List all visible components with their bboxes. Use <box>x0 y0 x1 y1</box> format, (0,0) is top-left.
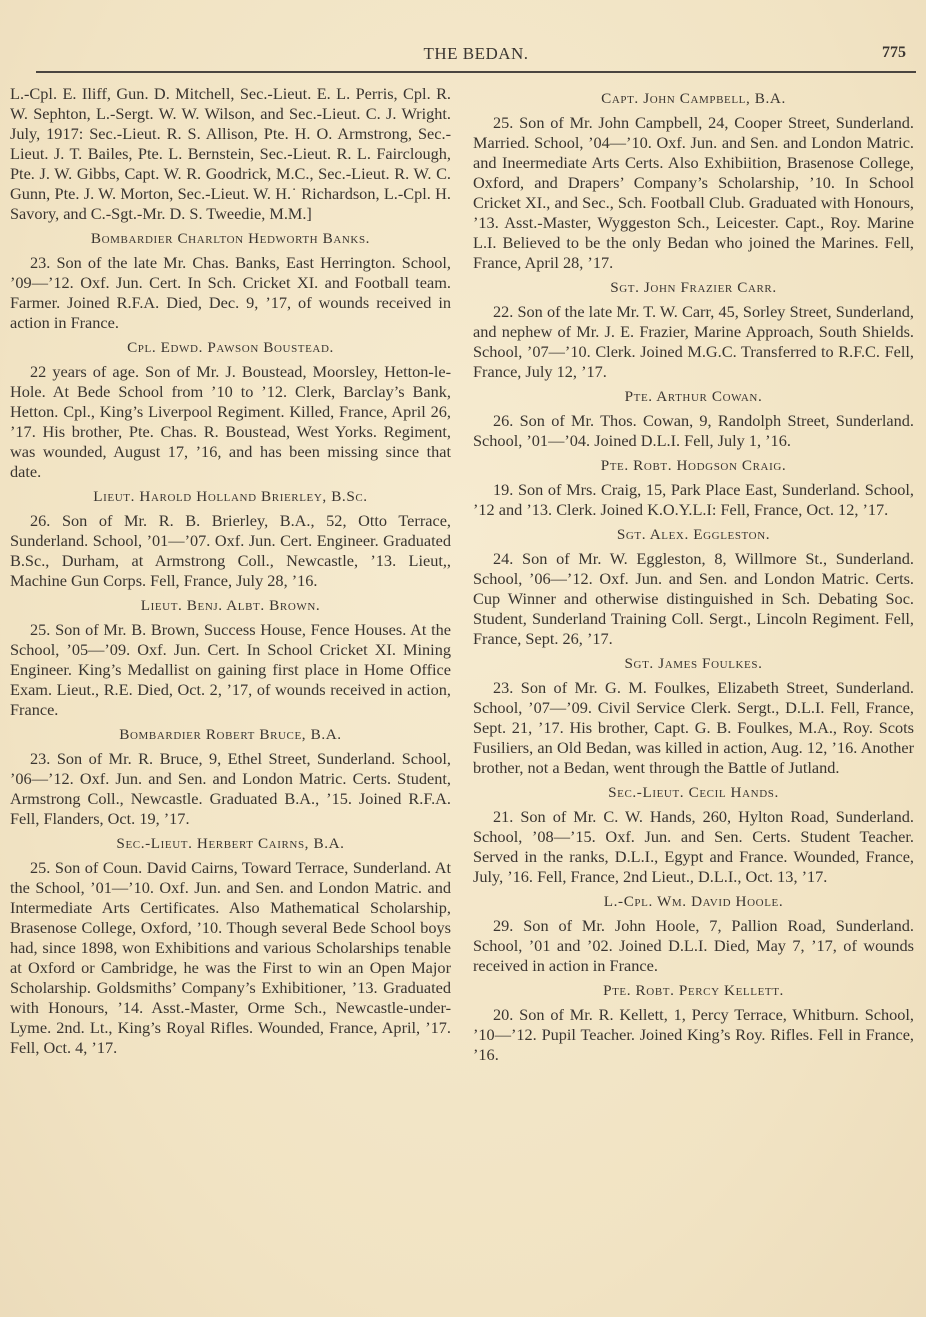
page-number: 775 <box>882 44 906 61</box>
entry-text: 23. Son of Mr. G. M. Foulkes, Elizabeth Street, Sunderland. School, ’07—’09. Civil Service Clerk. Sergt., D.L.I. Fell, France, Sept. 21, ’17. His brother, Capt. G. B. Foulkes, M.A., Roy. Scots Fusiliers, an Old Bedan, was killed in action, Aug. 12, ’16. Another brother, not a Bedan, went through the Battle of Jutland. <box>473 678 914 777</box>
entry-text: 25. Son of Coun. David Cairns, Toward Terrace, Sunderland. At the School, ’01—’10. Oxf. Jun. and Sen. and London Matric. and Intermediate Arts Certificates. Also Mathematical Scholarship, Brasenose College, Oxford, ’10. Though several Bede School boys had, since 1898, won Exhibitions and various Scholarships tenable at Oxford or Cambridge, he was the First to win an Open Major Scholarship. Goldsmiths’ Company’s Exhibitioner, ’13. Graduated with Honours, ’14. Asst.-Master, Orme Sch., Newcastle-under-Lyme. 2nd. Lt., King’s Royal Rifles. Wounded, France, April, ’17. Fell, Oct. 4, ’17. <box>10 858 451 1057</box>
continued-roll-text: L.-Cpl. E. Iliff, Gun. D. Mitchell, Sec.-Lieut. E. L. Perris, Cpl. R. W. Sephton, L.-Sergt. W. W. Wilson, and Sec.-Lieut. C. J. Wright. July, 1917: Sec.-Lieut. R. S. Allison, Pte. H. O. Armstrong, Sec.-Lieut. J. T. Bailes, Pte. L. Bernstein, Sec.-Lieut. R. L. Fairclough, Pte. J. W. Gibbs, Capt. W. R. Goodrick, M.C., Sec.-Lieut. R. W. C. Gunn, Pte. J. W. Morton, Sec.-Lieut. W. H.˙ Richardson, L.-Cpl. H. Savory, and C.-Sgt.-Mr. D. S. Tweedie, M.M.] <box>10 84 451 223</box>
entry-text: 25. Son of Mr. John Campbell, 24, Cooper Street, Sunderland. Married. School, ’04—’10. Oxf. Jun. and Sen. and London Matric. and Ineermediate Arts Certs. Also Exhibiition, Brasenose College, Oxford, and Drapers’ Company’s Scholarship, ’10. In School Cricket XI., and Sec., Sch. Football Club. Graduated with Honours, ’13. Asst.-Master, Wyggeston Sch., Leicester. Capt., Roy. Marine L.I. Believed to be the only Bedan who joined the Marines. Fell, France, April 28, ’17. <box>473 113 914 272</box>
entry-heading: Lieut. Benj. Albt. Brown. <box>140 597 321 614</box>
publication-title: THE BEDAN. <box>423 44 529 63</box>
entry-text: 24. Son of Mr. W. Eggleston, 8, Willmore St., Sunderland. School, ’06—’12. Oxf. Jun. and Sen. and London Matric. Certs. Cup Winner and otherwise distinguished in Sch. Debating Soc. Student, Sunderland Training Coll. Sergt., Lincoln Regiment. Fell, France, Sept. 26, ’17. <box>473 549 914 648</box>
entry-heading: Sec.-Lieut. Cecil Hands. <box>608 784 779 801</box>
entry-heading: Bombardier Charlton Hedworth Banks. <box>90 230 371 247</box>
entry-heading: Lieut. Harold Holland Brierley, B.Sc. <box>93 488 368 505</box>
entry-text: 29. Son of Mr. John Hoole, 7, Pallion Road, Sunderland. School, ’01 and ’02. Joined D.L.I. Died, May 7, ’17, of wounds received in action in France. <box>473 916 914 975</box>
entry-text: 23. Son of the late Mr. Chas. Banks, East Herrington. School, ’09—’12. Oxf. Jun. Cert. In Sch. Cricket XI. and Football team. Farmer. Joined R.F.A. Died, Dec. 9, ’17, of wounds received in action in France. <box>10 253 451 332</box>
entry-heading: Sgt. James Foulkes. <box>624 655 763 672</box>
entry-text: 22 years of age. Son of Mr. J. Boustead, Moorsley, Hetton-le-Hole. At Bede School from ’10 to ’12. Clerk, Barclay’s Bank, Hetton. Cpl., King’s Liverpool Regiment. Killed, France, April 26, ’17. His brother, Pte. Chas. R. Boustead, West Yorks. Regiment, was wounded, August 17, ’16, and has been missing since that date. <box>10 362 451 481</box>
entry-heading: Sgt. John Frazier Carr. <box>610 279 777 296</box>
header-rule <box>36 71 916 73</box>
entry-heading: Bombardier Robert Bruce, B.A. <box>119 726 342 743</box>
entry-heading: Sgt. Alex. Eggleston. <box>616 526 771 543</box>
entry-heading: Pte. Robt. Percy Kellett. <box>603 982 784 999</box>
entry-text: 23. Son of Mr. R. Bruce, 9, Ethel Street, Sunderland. School, ’06—’12. Oxf. Jun. and Sen. and London Matric. Certs. Student, Armstrong Coll., Newcastle. Graduated B.A., ’15. Joined R.F.A. Fell, Flanders, Oct. 19, ’17. <box>10 749 451 828</box>
entry-text: 21. Son of Mr. C. W. Hands, 260, Hylton Road, Sunderland. School, ’08—’15. Oxf. Jun. and Sen. Certs. Student Teacher. Served in the ranks, D.L.I., Egypt and France. Wounded, France, July, ’16. Fell, France, 2nd Lieut., D.L.I., Oct. 13, ’17. <box>473 807 914 886</box>
entry-heading: Cpl. Edwd. Pawson Boustead. <box>127 339 334 356</box>
right-column <box>473 84 914 1065</box>
entry-text: 19. Son of Mrs. Craig, 15, Park Place East, Sunderland. School, ’12 and ’13. Clerk. Joined K.O.Y.L.I: Fell, France, Oct. 12, ’17. <box>473 480 914 519</box>
entry-heading: Pte. Arthur Cowan. <box>624 388 763 405</box>
entry-text: 26. Son of Mr. Thos. Cowan, 9, Randolph Street, Sunderland. School, ’01—’04. Joined D.L.I. Fell, July 1, ’16. <box>473 411 914 450</box>
entry-heading: Pte. Robt. Hodgson Craig. <box>600 457 787 474</box>
running-header <box>36 44 916 68</box>
entry-text: 25. Son of Mr. B. Brown, Success House, Fence Houses. At the School, ’05—’09. Oxf. Jun. Cert. In School Cricket XI. Mining Engineer. King’s Medallist on gaining first place in Home Office Exam. Lieut., R.E. Died, Oct. 2, ’17, of wounds received in action, France. <box>10 620 451 719</box>
entry-heading: L.-Cpl. Wm. David Hoole. <box>603 893 784 910</box>
entry-text: 20. Son of Mr. R. Kellett, 1, Percy Terrace, Whitburn. School, ’10—’12. Pupil Teacher. Joined King’s Roy. Rifles. Fell in France, ’16. <box>473 1005 914 1064</box>
entry-text: 26. Son of Mr. R. B. Brierley, B.A., 52, Otto Terrace, Sunderland. School, ’01—’07. Oxf. Jun. Cert. Engineer. Graduated B.Sc., Durham, at Armstrong Coll., Newcastle, ’13. Lieut,, Machine Gun Corps. Fell, France, July 28, ’16. <box>10 511 451 590</box>
entry-text: 22. Son of the late Mr. T. W. Carr, 45, Sorley Street, Sunderland, and nephew of Mr. J. E. Frazier, Marine Approach, South Shields. School, ’07—’10. Clerk. Joined M.G.C. Transferred to R.F.C. Fell, France, July 12, ’17. <box>473 302 914 381</box>
left-column <box>10 84 451 1058</box>
entry-heading: Capt. John Campbell, B.A. <box>601 90 786 107</box>
entry-heading: Sec.-Lieut. Herbert Cairns, B.A. <box>116 835 345 852</box>
